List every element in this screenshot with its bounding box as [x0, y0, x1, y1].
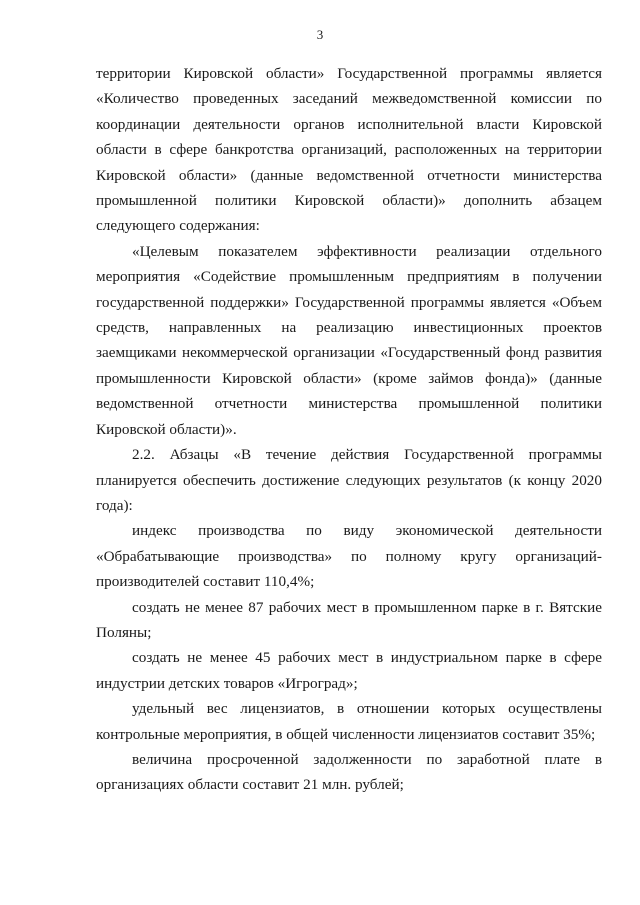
paragraph: индекс производства по виду экономической деятельности «Обрабатывающие производства» по полному кругу организаций-производителей составит 110,4%;: [96, 522, 602, 591]
paragraph: величина просроченной задолженности по заработной плате в организациях области составит 21 млн. рублей;: [96, 750, 602, 794]
paragraph: 2.2. Абзацы «В течение действия Государственной программы планируется обеспечить достижение следующих результатов (к концу 2020 года):: [96, 446, 602, 514]
paragraph: удельный вес лицензиатов, в отношении которых осуществлены контрольные мероприятия, в общей численности лицензиатов составит 35%;: [96, 700, 602, 743]
paragraph: «Целевым показателем эффективности реализации отдельного мероприятия «Содействие промышленным предприятиям в получении государственной поддержки» Государственной программы является «Объем средств, направленных на реализацию инвестиционных проектов заемщиками некоммерческой организации «Государственный фонд развития промышленности Кировской области» (кроме займов фонда)» (данные ведомственной отчетности министерства промышленной политики Кировской области)».: [96, 242, 602, 438]
document-body: [96, 61, 602, 798]
paragraph: территории Кировской области» Государственной программы является «Количество проведенных заседаний межведомственной комиссии по координации деятельности органов исполнительной власти Кировской области в сфере банкротства организаций, расположенных на территории Кировской области» (данные ведомственной отчетности министерства промышленной политики Кировской области)» дополнить абзацем следующего содержания:: [96, 65, 602, 235]
paragraph: создать не менее 87 рабочих мест в промышленном парке в г. Вятские Поляны;: [96, 598, 602, 641]
paragraph: создать не менее 45 рабочих мест в индустриальном парке в сфере индустрии детских товаров «Игроград»;: [96, 649, 602, 692]
page-number: 3: [316, 27, 324, 42]
